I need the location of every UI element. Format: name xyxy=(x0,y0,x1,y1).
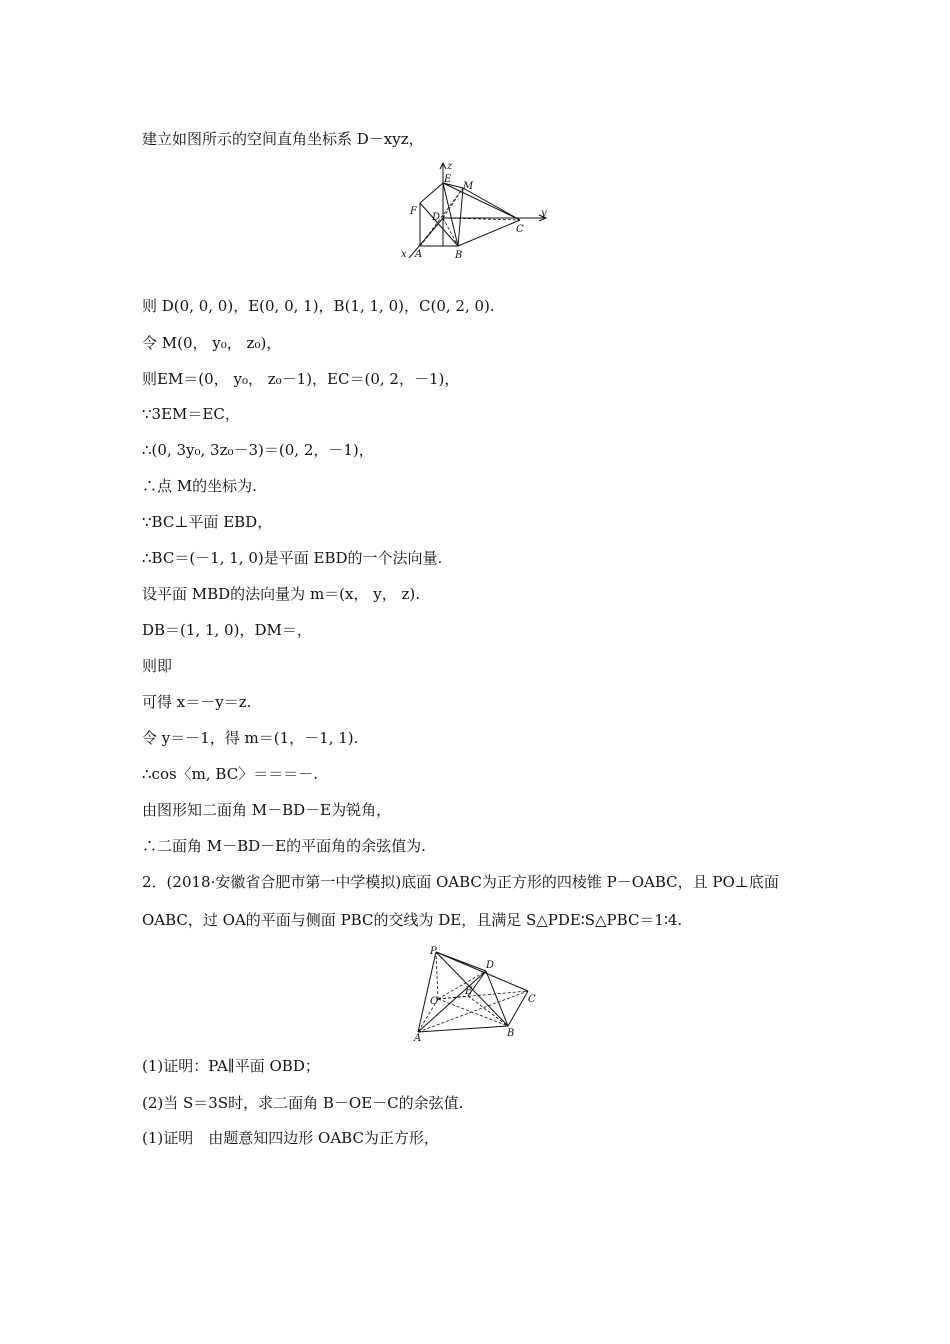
text-line-point-m: ∴点 M的坐标为. xyxy=(142,477,257,495)
text-line-coordinate-system: 建立如图所示的空间直角坐标系 D－xyz， xyxy=(142,130,424,148)
label-a: A xyxy=(415,249,423,260)
label-y: y xyxy=(541,208,547,219)
text-line-normal-vector-bc: ∴BC＝(－1, 1, 0)是平面 EBD的一个法向量. xyxy=(142,549,443,567)
problem-2-part-2: (2)当 S＝3S时，求二面角 B－OE－C的余弦值. xyxy=(142,1094,464,1112)
label-m: M xyxy=(463,181,474,192)
label-b: B xyxy=(455,250,463,261)
text-line-get-xyz: 可得 x＝－y＝z. xyxy=(142,693,252,711)
text-line-bc-perp: ∵BC⊥平面 EBD， xyxy=(142,513,273,531)
label-x: x xyxy=(401,249,407,260)
problem-2-proof-start: (1)证明 由题意知四边形 OABC为正方形， xyxy=(142,1129,439,1147)
label-b: B xyxy=(507,1028,515,1039)
text-line-db-dm: DB＝(1, 1, 0)，DM＝， xyxy=(142,621,312,639)
text-line-cosine-value: ∴二面角 M－BD－E的平面角的余弦值为. xyxy=(142,837,426,855)
label-p: P xyxy=(430,946,437,957)
text-line-let-y: 令 y＝－1，得 m＝(1，－1, 1). xyxy=(142,729,359,747)
text-line-because-3em: ∵3EM＝EC， xyxy=(142,405,240,423)
text-line-cos: ∴cos〈m, BC〉＝＝＝－. xyxy=(142,765,318,783)
text-line-therefore-equation: ∴(0, 3y₀, 3z₀－3)＝(0, 2，－1)， xyxy=(142,441,374,459)
text-line-em-ec: 则EM＝(0， y₀， z₀－1)，EC＝(0, 2，－1)， xyxy=(142,370,460,388)
label-e: E xyxy=(465,986,473,997)
label-o: O xyxy=(430,996,439,1007)
text-line-acute-angle: 由图形知二面角 M－BD－E为锐角， xyxy=(142,801,392,819)
label-c: C xyxy=(516,224,524,235)
label-a: A xyxy=(414,1033,422,1044)
text-line-coordinates: 则 D(0, 0, 0)，E(0, 0, 1)，B(1, 1, 0)，C(0, 2, 0). xyxy=(142,297,495,315)
label-e: E xyxy=(444,174,452,185)
text-line-let-m: 令 M(0， y₀， z₀)， xyxy=(142,334,282,352)
label-d: D xyxy=(486,960,495,971)
text-line-then: 则即 xyxy=(142,657,173,675)
problem-2-part-1: (1)证明：PA∥平面 OBD； xyxy=(142,1057,320,1075)
problem-2-statement: 2．(2018·安徽省合肥市第一中学模拟)底面 OABC为正方形的四棱锥 P－OABC，且 PO⊥底面 xyxy=(142,873,779,891)
problem-2-statement-cont: OABC，过 OA的平面与侧面 PBC的交线为 DE，且满足 S△PDE∶S△PBC＝1∶4. xyxy=(142,911,683,929)
figure-2-pyramid-diagram xyxy=(408,944,544,1044)
label-f: F xyxy=(410,206,417,217)
text-line-normal-vector-m: 设平面 MBD的法向量为 m＝(x， y， z). xyxy=(142,585,421,603)
figure-1-solid-diagram xyxy=(395,158,565,264)
label-c: C xyxy=(528,994,536,1005)
label-z: z xyxy=(447,161,453,172)
label-d: D xyxy=(432,212,441,223)
